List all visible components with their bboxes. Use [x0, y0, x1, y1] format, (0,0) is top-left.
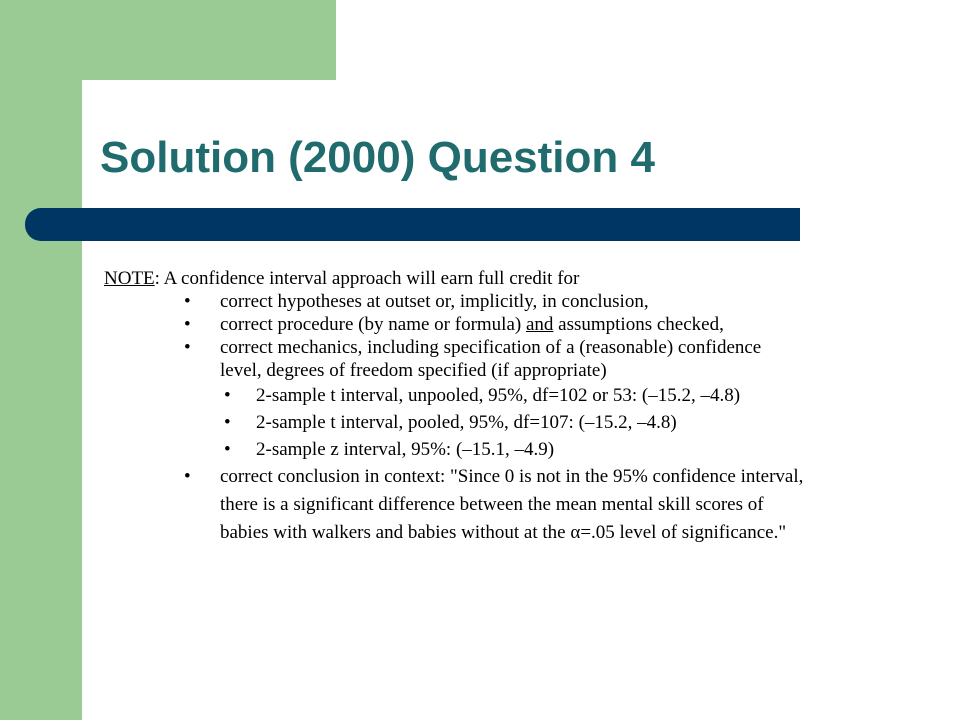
note-label: NOTE [104, 268, 155, 289]
interval-item-z: • 2-sample z interval, 95%: (–15.1, –4.9) [220, 436, 944, 463]
left-decorative-band [0, 0, 82, 720]
criteria-item-conclusion: • correct conclusion in context: "Since 0 is not in the 95% confidence interval, there is a significant difference between the mean mental skill scores of babies with walkers and babies without at the α=.05 level of significance." [184, 463, 944, 547]
criteria-item-procedure: • correct procedure (by name or formula) and assumptions checked, [184, 313, 944, 336]
interval-item-unpooled: • 2-sample t interval, unpooled, 95%, df=102 or 53: (–15.2, –4.8) [220, 382, 944, 409]
top-decorative-band [0, 0, 336, 80]
underlined-and: and [525, 314, 554, 335]
title-rule-bar [25, 208, 800, 241]
slide-title: Solution (2000) Question 4 [100, 133, 655, 182]
criteria-list [184, 290, 944, 547]
note-intro-text: : A confidence interval approach will earn full credit for [154, 268, 580, 289]
note-intro [104, 267, 944, 290]
note-block [104, 267, 944, 547]
criteria-item-mechanics: • correct mechanics, including specification of a (reasonable) confidence level, degrees of freedom specified (if appropriate) • 2-sample t interval, unpooled, 95%, df=102 or 53: (–15.2, –4.8) • 2-sample t interval, pooled, 95%, df=107: (–15.2, –4.8) • 2-sample z interval, 95%: (–15.1, –4.9) [184, 336, 944, 463]
interval-item-pooled: • 2-sample t interval, pooled, 95%, df=107: (–15.2, –4.8) [220, 409, 944, 436]
criteria-item-hypotheses: • correct hypotheses at outset or, implicitly, in conclusion, [184, 290, 944, 313]
interval-sublist [220, 382, 944, 463]
